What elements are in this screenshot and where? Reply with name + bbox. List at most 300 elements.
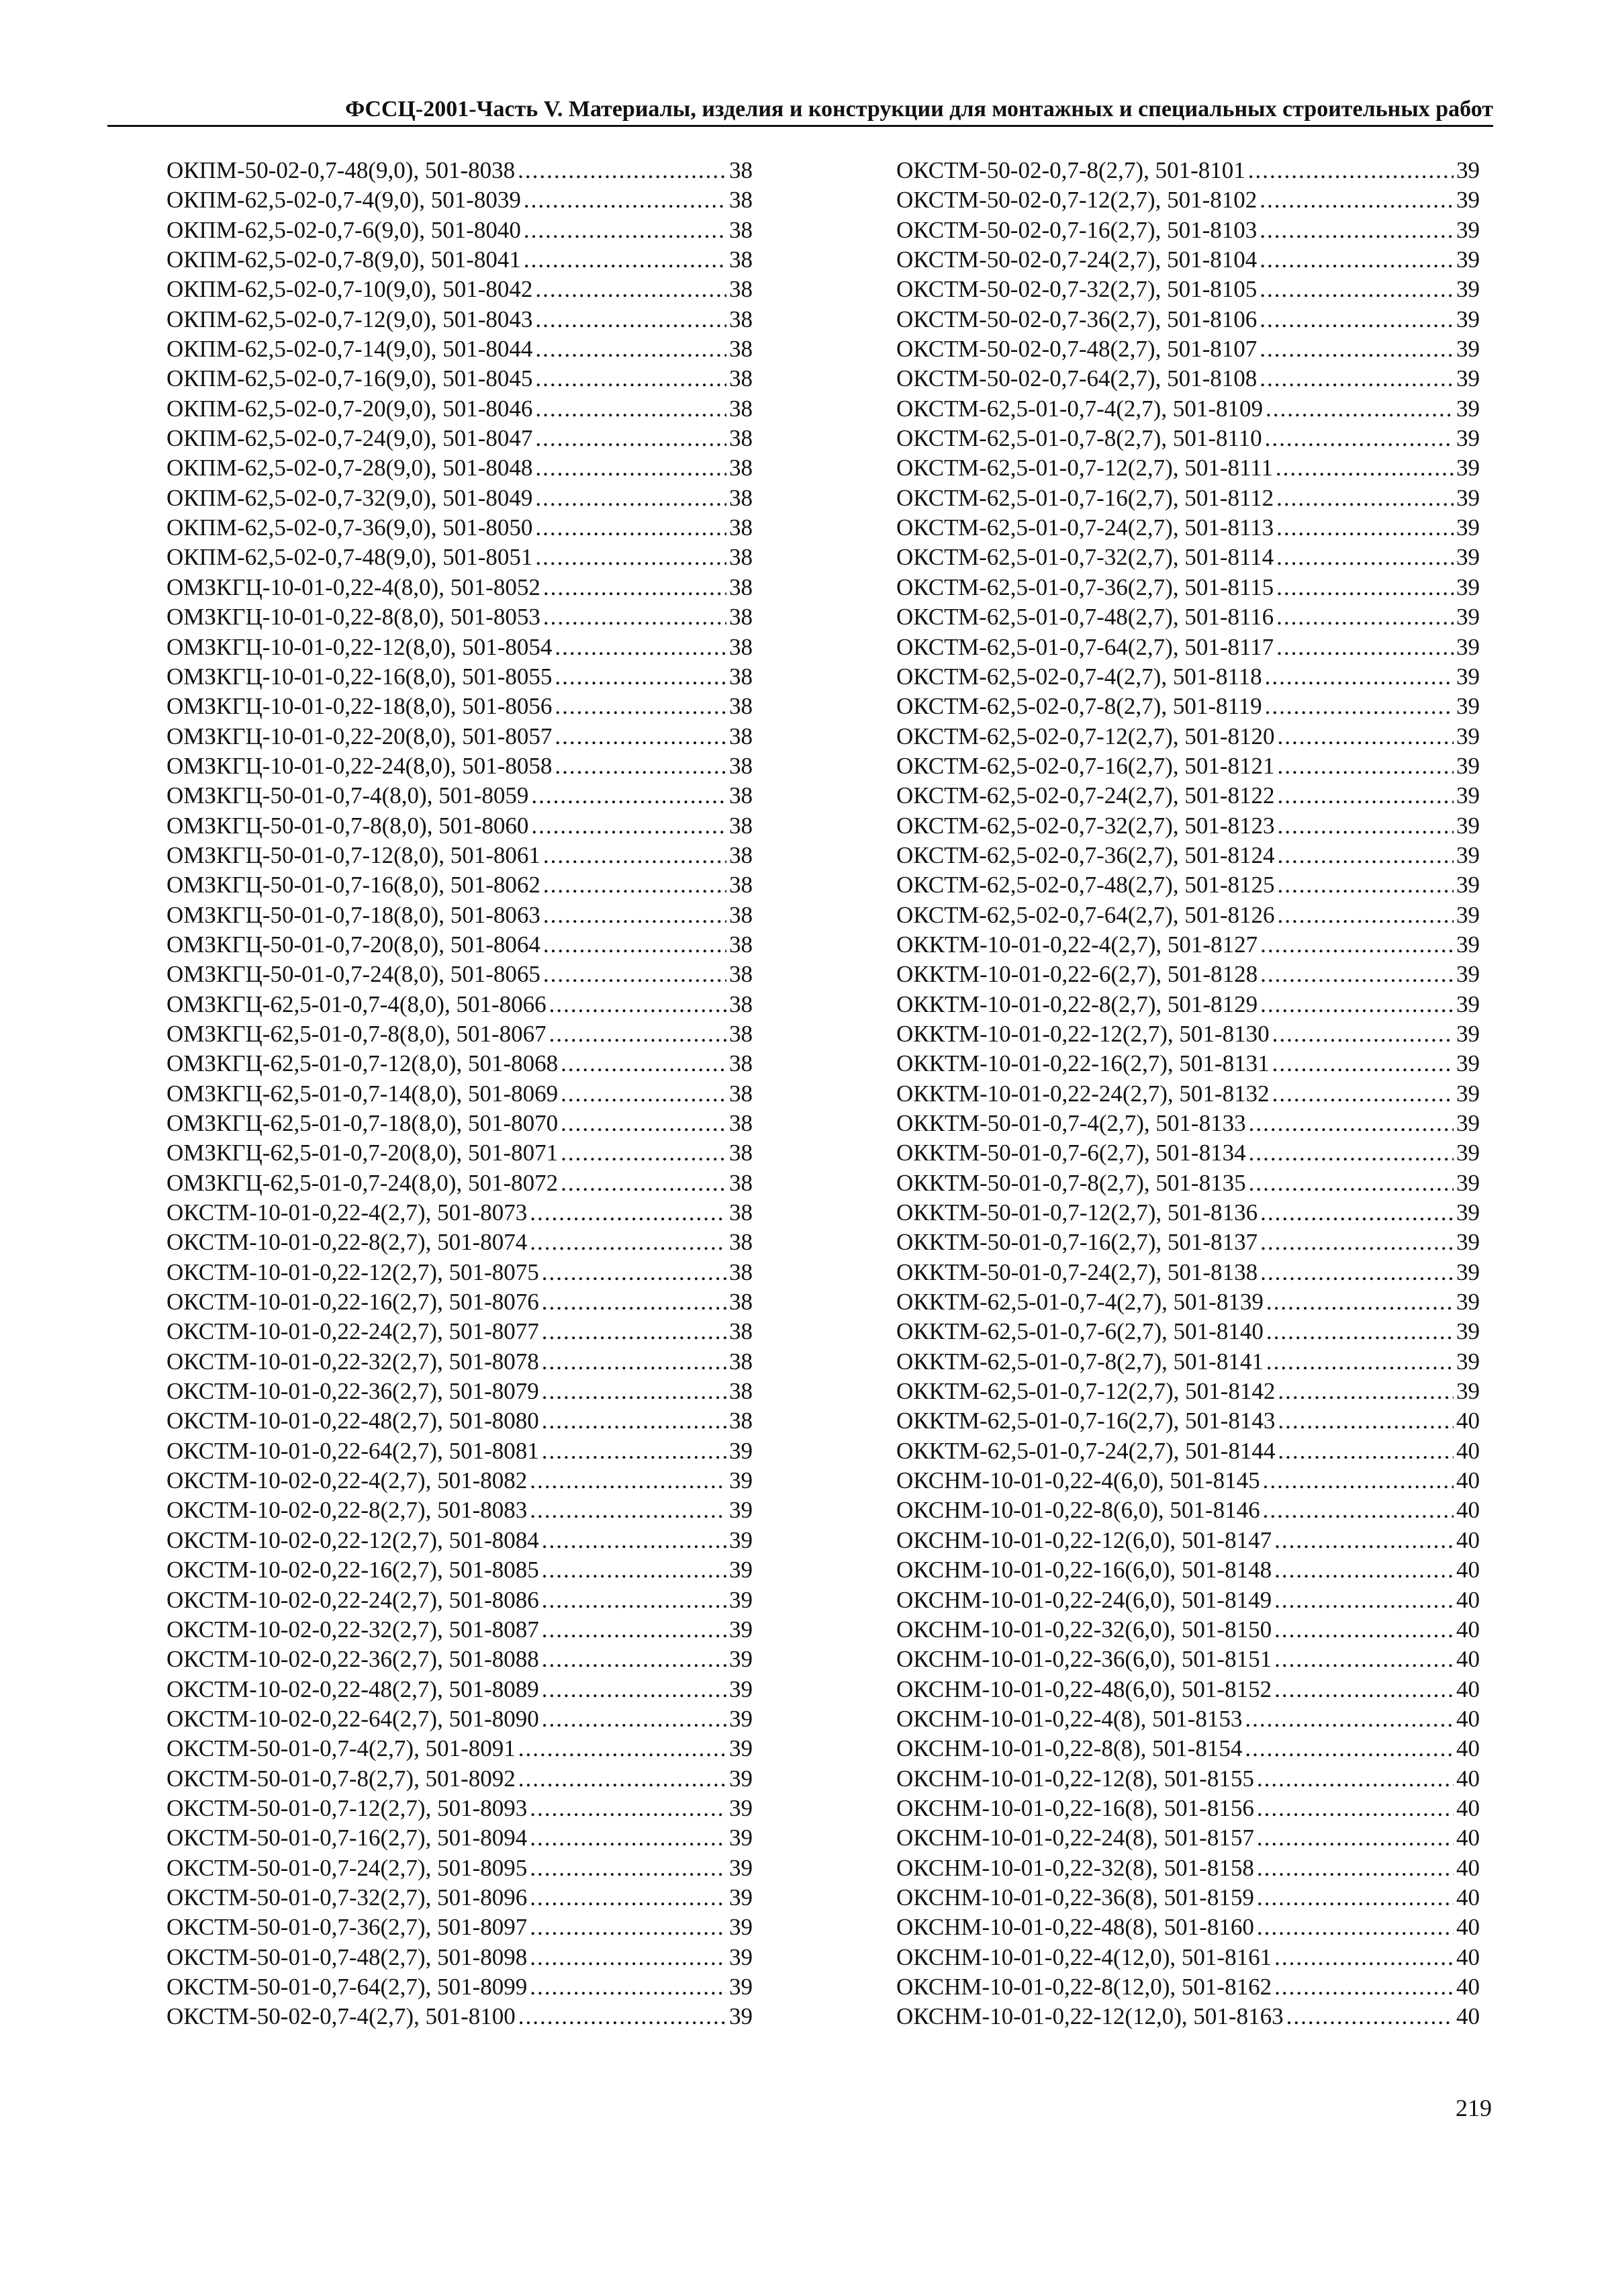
dot-leader [1257, 1823, 1454, 1853]
entry-page: 39 [1456, 1348, 1480, 1375]
index-entry [167, 1794, 753, 1823]
dot-leader [542, 1704, 726, 1734]
entry-code: ОКСТМ-10-01-0,22-32(2,7), 501-8078 [167, 1348, 539, 1375]
entry-page: 39 [1456, 395, 1480, 422]
entry-code: ОКПМ-62,5-02-0,7-4(9,0), 501-8039 [167, 187, 521, 214]
entry-code: ОКСТМ-62,5-01-0,7-64(2,7), 501-8117 [896, 633, 1274, 660]
entry-code: ОМЗКГЦ-50-01-0,7-18(8,0), 501-8063 [167, 901, 540, 928]
index-entry [167, 751, 753, 781]
entry-page: 38 [729, 931, 753, 958]
index-entry [896, 1228, 1480, 1257]
index-entry [896, 364, 1480, 394]
entry-code: ОКСТМ-50-01-0,7-64(2,7), 501-8099 [167, 1973, 528, 2000]
index-entry [896, 1704, 1480, 1734]
entry-code: ОКСНМ-10-01-0,22-4(12,0), 501-8161 [896, 1943, 1272, 1970]
index-entry [167, 1317, 753, 1346]
dot-leader [535, 513, 726, 543]
entry-page: 39 [1456, 187, 1480, 214]
entry-code: ОКСТМ-50-01-0,7-12(2,7), 501-8093 [167, 1794, 528, 1821]
dot-leader [530, 1466, 726, 1496]
entry-code: ОМЗКГЦ-50-01-0,7-24(8,0), 501-8065 [167, 961, 540, 988]
entry-code: ОМЗКГЦ-50-01-0,7-12(8,0), 501-8061 [167, 841, 540, 868]
entry-page: 39 [729, 1735, 753, 1762]
dot-leader [1257, 1883, 1454, 1913]
dot-leader [518, 1734, 726, 1763]
dot-leader [1260, 216, 1454, 245]
dot-leader [542, 1406, 726, 1436]
dot-leader [555, 633, 726, 662]
entry-page: 39 [729, 1616, 753, 1643]
entry-page: 39 [1456, 1140, 1480, 1166]
index-entry [167, 334, 753, 364]
entry-page: 39 [729, 1854, 753, 1881]
dot-leader [1276, 573, 1454, 602]
index-entry [896, 1198, 1480, 1228]
entry-page: 40 [1456, 1973, 1480, 2000]
entry-page: 39 [729, 2003, 753, 2030]
entry-code: ОКСНМ-10-01-0,22-8(6,0), 501-8146 [896, 1497, 1260, 1524]
entry-page: 39 [1456, 573, 1480, 600]
entry-code: ОКСНМ-10-01-0,22-32(8), 501-8158 [896, 1854, 1254, 1881]
index-entry [167, 1883, 753, 1913]
entry-code: ОМЗКГЦ-10-01-0,22-20(8,0), 501-8057 [167, 723, 553, 749]
entry-page: 39 [729, 1973, 753, 2000]
entry-code: ОКСТМ-10-02-0,22-32(2,7), 501-8087 [167, 1616, 539, 1643]
entry-code: ОКСТМ-10-01-0,22-12(2,7), 501-8075 [167, 1258, 539, 1285]
entry-code: ОМЗКГЦ-50-01-0,7-4(8,0), 501-8059 [167, 782, 529, 809]
index-entry [167, 1109, 753, 1138]
dot-leader [1277, 870, 1454, 900]
entry-code: ОКСТМ-62,5-02-0,7-12(2,7), 501-8120 [896, 723, 1275, 749]
index-entry [167, 453, 753, 483]
entry-page: 40 [1456, 1646, 1480, 1673]
index-entry [896, 1794, 1480, 1823]
dot-leader [535, 275, 726, 304]
dot-leader [1257, 1794, 1454, 1823]
index-entry [896, 1347, 1480, 1377]
entry-page: 39 [1456, 216, 1480, 243]
entry-code: ОКСТМ-50-01-0,7-8(2,7), 501-8092 [167, 1765, 516, 1792]
entry-code: ОКСНМ-10-01-0,22-12(6,0), 501-8147 [896, 1526, 1272, 1553]
index-entry [167, 1823, 753, 1853]
entry-page: 40 [1456, 1557, 1480, 1583]
entry-code: ОМЗКГЦ-62,5-01-0,7-12(8,0), 501-8068 [167, 1050, 559, 1077]
dot-leader [1260, 305, 1454, 334]
index-entry [896, 1138, 1480, 1168]
index-entry [896, 216, 1480, 245]
entry-code: ОКСТМ-10-02-0,22-64(2,7), 501-8090 [167, 1705, 539, 1732]
index-entry [167, 990, 753, 1019]
index-entry [167, 1436, 753, 1466]
dot-leader [1260, 245, 1454, 275]
entry-code: ОКСНМ-10-01-0,22-48(8), 501-8160 [896, 1914, 1254, 1941]
index-entry [167, 1943, 753, 1972]
entry-page: 39 [729, 1825, 753, 1851]
index-entry [167, 394, 753, 424]
index-entry [896, 1883, 1480, 1913]
entry-code: ОКСТМ-62,5-01-0,7-24(2,7), 501-8113 [896, 514, 1274, 541]
entry-code: ОККТМ-50-01-0,7-24(2,7), 501-8138 [896, 1258, 1258, 1285]
entry-code: ОКСТМ-10-02-0,22-16(2,7), 501-8085 [167, 1557, 539, 1583]
entry-page: 38 [729, 276, 753, 303]
entry-page: 39 [1456, 633, 1480, 660]
entry-code: ОКСТМ-62,5-02-0,7-4(2,7), 501-8118 [896, 663, 1262, 690]
entry-page: 39 [1456, 1199, 1480, 1226]
index-entry [167, 1586, 753, 1615]
dot-leader [524, 216, 726, 245]
index-entry [896, 394, 1480, 424]
entry-page: 38 [729, 1140, 753, 1166]
dot-leader [543, 901, 726, 930]
index-entry [896, 692, 1480, 721]
dot-leader [1277, 841, 1454, 870]
entry-page: 39 [1456, 455, 1480, 481]
dot-leader [1260, 960, 1454, 989]
entry-page: 39 [729, 1943, 753, 1970]
index-entry [167, 1406, 753, 1436]
dot-leader [1265, 424, 1454, 453]
entry-code: ОКСТМ-62,5-02-0,7-24(2,7), 501-8122 [896, 782, 1275, 809]
index-entry [167, 960, 753, 989]
entry-code: ОМЗКГЦ-62,5-01-0,7-20(8,0), 501-8071 [167, 1140, 559, 1166]
entry-page: 39 [1456, 336, 1480, 363]
entry-code: ОКСНМ-10-01-0,22-36(8), 501-8159 [896, 1884, 1254, 1911]
dot-leader [543, 573, 726, 602]
entry-page: 39 [1456, 514, 1480, 541]
entry-code: ОККТМ-50-01-0,7-12(2,7), 501-8136 [896, 1199, 1258, 1226]
entry-code: ОКСТМ-62,5-01-0,7-12(2,7), 501-8111 [896, 455, 1273, 481]
dot-leader [543, 870, 726, 900]
entry-code: ОКСТМ-50-02-0,7-16(2,7), 501-8103 [896, 216, 1258, 243]
entry-page: 39 [729, 1526, 753, 1553]
dot-leader [530, 1853, 726, 1883]
dot-leader [561, 1168, 726, 1198]
entry-code: ОККТМ-50-01-0,7-16(2,7), 501-8137 [896, 1229, 1258, 1256]
entry-code: ОКСТМ-50-01-0,7-36(2,7), 501-8097 [167, 1914, 528, 1941]
index-entry [896, 453, 1480, 483]
entry-code: ОКСТМ-50-01-0,7-24(2,7), 501-8095 [167, 1854, 528, 1881]
dot-leader [1274, 1675, 1454, 1704]
entry-page: 40 [1456, 1884, 1480, 1911]
dot-leader [535, 424, 726, 453]
index-entry [896, 1496, 1480, 1525]
index-entry [896, 424, 1480, 453]
dot-leader [530, 1913, 726, 1942]
entry-code: ОКПМ-62,5-02-0,7-8(9,0), 501-8041 [167, 246, 521, 273]
entry-page: 38 [729, 544, 753, 571]
entry-code: ОКСТМ-10-02-0,22-48(2,7), 501-8089 [167, 1675, 539, 1702]
index-entry [167, 1675, 753, 1704]
entry-code: ОКСТМ-10-02-0,22-24(2,7), 501-8086 [167, 1586, 539, 1613]
dot-leader [530, 1943, 726, 1972]
dot-leader [1277, 722, 1454, 751]
entry-page: 39 [1456, 901, 1480, 928]
entry-page: 38 [729, 187, 753, 214]
index-entry [167, 1615, 753, 1645]
index-entry [167, 662, 753, 692]
entry-code: ОКСТМ-50-02-0,7-32(2,7), 501-8105 [896, 276, 1258, 303]
entry-page: 38 [729, 991, 753, 1017]
entry-code: ОКПМ-62,5-02-0,7-14(9,0), 501-8044 [167, 336, 533, 363]
entry-code: ОККТМ-50-01-0,7-8(2,7), 501-8135 [896, 1169, 1246, 1196]
index-entry [167, 573, 753, 602]
entry-page: 38 [729, 484, 753, 511]
index-entry [167, 1853, 753, 1883]
entry-code: ОКСТМ-10-02-0,22-8(2,7), 501-8083 [167, 1497, 528, 1524]
entry-page: 39 [729, 1675, 753, 1702]
entry-page: 39 [1456, 1258, 1480, 1285]
entry-code: ОКСТМ-62,5-01-0,7-36(2,7), 501-8115 [896, 573, 1274, 600]
index-entry [896, 1615, 1480, 1645]
entry-page: 39 [729, 1467, 753, 1494]
entry-page: 39 [1456, 872, 1480, 899]
entry-code: ОМЗКГЦ-50-01-0,7-16(8,0), 501-8062 [167, 872, 540, 899]
entry-page: 39 [729, 1557, 753, 1583]
dot-leader [530, 1972, 726, 2002]
entry-code: ОМЗКГЦ-62,5-01-0,7-18(8,0), 501-8070 [167, 1110, 559, 1136]
entry-page: 38 [729, 961, 753, 988]
dot-leader [1260, 1228, 1454, 1257]
dot-leader [1260, 364, 1454, 394]
entry-code: ОМЗКГЦ-62,5-01-0,7-14(8,0), 501-8069 [167, 1080, 559, 1107]
entry-code: ОКПМ-62,5-02-0,7-24(9,0), 501-8047 [167, 425, 533, 452]
dot-leader [1278, 1436, 1454, 1466]
dot-leader [531, 781, 726, 811]
index-entry [896, 305, 1480, 334]
entry-page: 39 [729, 1884, 753, 1911]
index-entry [167, 722, 753, 751]
entry-code: ОМЗКГЦ-10-01-0,22-8(8,0), 501-8053 [167, 604, 540, 631]
entry-code: ОКСТМ-50-02-0,7-36(2,7), 501-8106 [896, 306, 1258, 332]
entry-code: ОКСТМ-50-02-0,7-48(2,7), 501-8107 [896, 336, 1258, 363]
entry-code: ОККТМ-10-01-0,22-16(2,7), 501-8131 [896, 1050, 1270, 1077]
dot-leader [543, 930, 726, 960]
entry-code: ОККТМ-50-01-0,7-4(2,7), 501-8133 [896, 1110, 1246, 1136]
entry-page: 39 [1456, 1080, 1480, 1107]
entry-page: 40 [1456, 1408, 1480, 1434]
index-entry [167, 513, 753, 543]
entry-code: ОКСТМ-62,5-02-0,7-36(2,7), 501-8124 [896, 841, 1275, 868]
index-entry [896, 1943, 1480, 1972]
entry-code: ОКСНМ-10-01-0,22-12(12,0), 501-8163 [896, 2003, 1284, 2030]
entry-page: 38 [729, 723, 753, 749]
entry-code: ОКПМ-62,5-02-0,7-36(9,0), 501-8050 [167, 514, 533, 541]
index-entry [896, 1823, 1480, 1853]
dot-leader [1245, 1734, 1454, 1763]
index-entry [896, 245, 1480, 275]
index-entry [896, 930, 1480, 960]
index-entry [167, 841, 753, 870]
entry-page: 40 [1456, 1586, 1480, 1613]
entry-page: 40 [1456, 1765, 1480, 1792]
dot-leader [1276, 543, 1454, 572]
entry-page: 38 [729, 365, 753, 392]
entry-page: 38 [729, 872, 753, 899]
entry-code: ОКСНМ-10-01-0,22-8(12,0), 501-8162 [896, 1973, 1272, 2000]
entry-page: 39 [1456, 246, 1480, 273]
index-entry [167, 870, 753, 900]
entry-page: 40 [1456, 1854, 1480, 1881]
entry-page: 38 [729, 1378, 753, 1405]
entry-page: 38 [729, 455, 753, 481]
entry-code: ОКСТМ-10-02-0,22-12(2,7), 501-8084 [167, 1526, 539, 1553]
dot-leader [561, 1109, 726, 1138]
index-entry [167, 484, 753, 513]
entry-page: 39 [1456, 1169, 1480, 1196]
entry-page: 38 [729, 663, 753, 690]
index-entry [896, 334, 1480, 364]
entry-page: 39 [1456, 365, 1480, 392]
entry-code: ОКСТМ-62,5-02-0,7-32(2,7), 501-8123 [896, 812, 1275, 839]
dot-leader [1260, 990, 1454, 1019]
entry-page: 38 [729, 1229, 753, 1256]
index-entry [896, 1258, 1480, 1287]
index-entry [896, 841, 1480, 870]
entry-code: ОККТМ-10-01-0,22-24(2,7), 501-8132 [896, 1080, 1270, 1107]
index-entry [896, 960, 1480, 989]
dot-leader [1277, 811, 1454, 841]
dot-leader [1260, 275, 1454, 304]
entry-page: 38 [729, 752, 753, 779]
dot-leader [535, 543, 726, 572]
index-entry [167, 1019, 753, 1049]
index-entry [167, 1704, 753, 1734]
entry-code: ОКСТМ-10-01-0,22-36(2,7), 501-8079 [167, 1378, 539, 1405]
entry-code: ОККТМ-62,5-01-0,7-12(2,7), 501-8142 [896, 1378, 1276, 1405]
entry-code: ОКСТМ-50-02-0,7-8(2,7), 501-8101 [896, 157, 1245, 183]
dot-leader [1263, 1496, 1454, 1525]
entry-code: ОККТМ-62,5-01-0,7-24(2,7), 501-8144 [896, 1437, 1276, 1464]
entry-code: ОМЗКГЦ-62,5-01-0,7-8(8,0), 501-8067 [167, 1020, 547, 1047]
index-entry [896, 1555, 1480, 1585]
dot-leader [535, 453, 726, 483]
entry-code: ОМЗКГЦ-10-01-0,22-24(8,0), 501-8058 [167, 752, 553, 779]
entry-page: 39 [1456, 276, 1480, 303]
entry-page: 38 [729, 1289, 753, 1316]
entry-code: ОКСНМ-10-01-0,22-36(6,0), 501-8151 [896, 1646, 1272, 1673]
dot-leader [1274, 1615, 1454, 1645]
dot-leader [542, 1258, 726, 1287]
dot-leader [1265, 692, 1454, 721]
index-entry [167, 1228, 753, 1257]
dot-leader [1249, 1138, 1454, 1168]
entry-code: ОККТМ-10-01-0,22-8(2,7), 501-8129 [896, 991, 1258, 1017]
index-entry [896, 1734, 1480, 1763]
dot-leader [549, 990, 726, 1019]
entry-page: 39 [1456, 782, 1480, 809]
entry-code: ОКСТМ-50-01-0,7-32(2,7), 501-8096 [167, 1884, 528, 1911]
dot-leader [1260, 334, 1454, 364]
entry-page: 38 [729, 1050, 753, 1077]
entry-code: ОКПМ-62,5-02-0,7-48(9,0), 501-8051 [167, 544, 533, 571]
entry-page: 38 [729, 1080, 753, 1107]
entry-page: 39 [1456, 841, 1480, 868]
entry-code: ОМЗКГЦ-50-01-0,7-20(8,0), 501-8064 [167, 931, 540, 958]
index-entry [167, 216, 753, 245]
dot-leader [1257, 1913, 1454, 1942]
index-entry [167, 1913, 753, 1942]
dot-leader [1286, 2002, 1454, 2031]
entry-page: 39 [729, 1437, 753, 1464]
dot-leader [555, 662, 726, 692]
entry-page: 38 [729, 246, 753, 273]
entry-page: 38 [729, 573, 753, 600]
index-entry [167, 1377, 753, 1406]
dot-leader [542, 1317, 726, 1346]
index-entry [167, 602, 753, 632]
index-entry [896, 722, 1480, 751]
entry-page: 38 [729, 1199, 753, 1226]
entry-page: 38 [729, 1408, 753, 1434]
dot-leader [1274, 1645, 1454, 1674]
dot-leader [561, 1079, 726, 1109]
entry-code: ОККТМ-50-01-0,7-6(2,7), 501-8134 [896, 1140, 1246, 1166]
entry-page: 38 [729, 514, 753, 541]
entry-page: 38 [729, 782, 753, 809]
entry-code: ОКСТМ-62,5-02-0,7-16(2,7), 501-8121 [896, 752, 1275, 779]
entry-page: 40 [1456, 1616, 1480, 1643]
index-entry [167, 1764, 753, 1794]
dot-leader [561, 1049, 726, 1078]
dot-leader [1272, 1079, 1454, 1109]
entry-page: 39 [729, 1497, 753, 1524]
entry-page: 39 [1456, 931, 1480, 958]
entry-page: 39 [1456, 484, 1480, 511]
entry-page: 38 [729, 812, 753, 839]
entry-code: ОККТМ-62,5-01-0,7-8(2,7), 501-8141 [896, 1348, 1264, 1375]
entry-page: 39 [1456, 544, 1480, 571]
entry-page: 39 [1456, 961, 1480, 988]
dot-leader [543, 960, 726, 989]
dot-leader [530, 1883, 726, 1913]
dot-leader [1260, 930, 1454, 960]
entry-code: ОМЗКГЦ-62,5-01-0,7-4(8,0), 501-8066 [167, 991, 547, 1017]
entry-page: 39 [1456, 1050, 1480, 1077]
entry-page: 40 [1456, 1675, 1480, 1702]
index-entry [167, 1347, 753, 1377]
entry-page: 38 [729, 1110, 753, 1136]
index-entry [167, 811, 753, 841]
dot-leader [1266, 1317, 1454, 1346]
index-entry [167, 245, 753, 275]
dot-leader [1274, 1943, 1454, 1972]
index-entry [167, 424, 753, 453]
dot-leader [1272, 1019, 1454, 1049]
index-entry [896, 870, 1480, 900]
entry-code: ОКПМ-62,5-02-0,7-16(9,0), 501-8045 [167, 365, 533, 392]
dot-leader [535, 364, 726, 394]
entry-page: 38 [729, 216, 753, 243]
dot-leader [1274, 1555, 1454, 1585]
index-entry [896, 781, 1480, 811]
entry-code: ОКСТМ-10-02-0,22-4(2,7), 501-8082 [167, 1467, 528, 1494]
dot-leader [524, 185, 726, 215]
index-entry [896, 513, 1480, 543]
dot-leader [1276, 633, 1454, 662]
entry-page: 40 [1456, 1497, 1480, 1524]
index-entry [896, 573, 1480, 602]
index-entry [896, 543, 1480, 572]
index-entry [167, 156, 753, 185]
dot-leader [1278, 1377, 1454, 1406]
index-entry [167, 1734, 753, 1763]
entry-code: ОКСТМ-62,5-02-0,7-64(2,7), 501-8126 [896, 901, 1275, 928]
entry-code: ОКПМ-62,5-02-0,7-20(9,0), 501-8046 [167, 395, 533, 422]
dot-leader [531, 811, 726, 841]
index-entry [167, 1258, 753, 1287]
entry-code: ОКСНМ-10-01-0,22-16(8), 501-8156 [896, 1794, 1254, 1821]
dot-leader [1276, 453, 1454, 483]
